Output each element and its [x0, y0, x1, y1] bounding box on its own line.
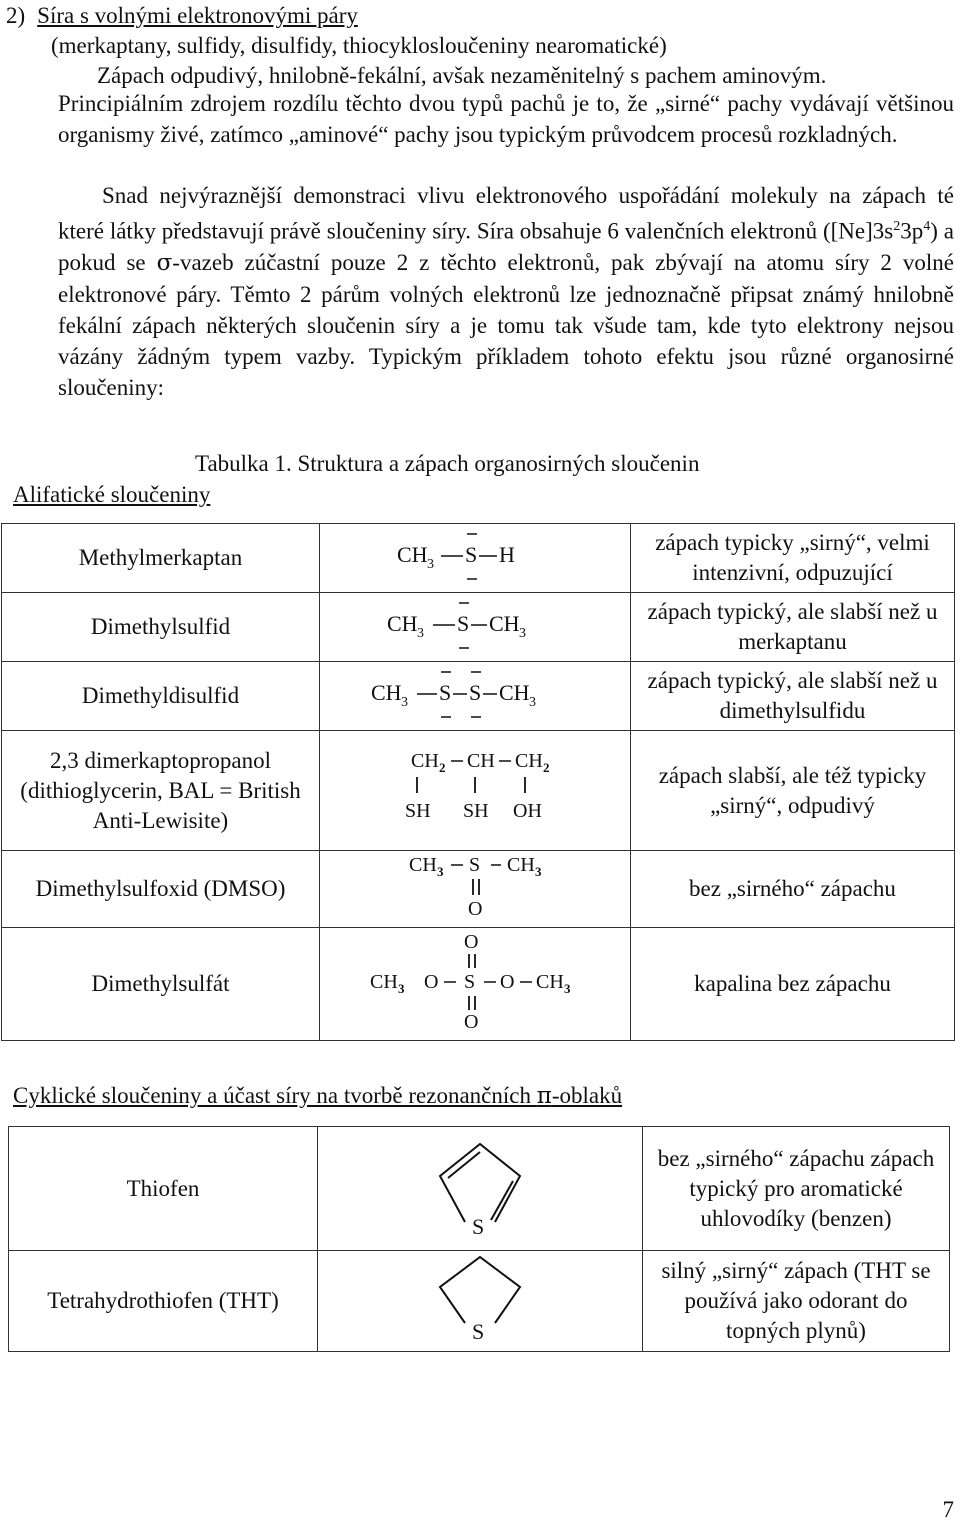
- thiophene-ring: [420, 1130, 540, 1240]
- superscript: 2: [893, 219, 901, 234]
- svg-text:O: O: [468, 898, 483, 919]
- svg-text:CH: CH: [371, 680, 402, 705]
- svg-text:CH: CH: [507, 854, 535, 876]
- svg-text:H: H: [499, 542, 515, 567]
- svg-text:O: O: [464, 1011, 479, 1032]
- svg-text:3: 3: [529, 695, 536, 710]
- svg-text:CH: CH: [370, 971, 398, 993]
- svg-text:2: 2: [439, 759, 446, 775]
- compound-name: Dimethylsulfid: [2, 593, 320, 662]
- dimethyldisulfid-structure: [365, 662, 585, 722]
- table-row: [9, 1251, 950, 1352]
- svg-text:S: S: [457, 611, 470, 636]
- pi-symbol: π: [536, 1083, 552, 1109]
- structure-formula: [320, 928, 631, 1041]
- svg-text:O: O: [500, 971, 515, 993]
- paragraph-1: Principiálním zdrojem rozdílu těchto dvou typů pachů je to, že „sirné“ pachy vydávají většinou organismy živé, zatímco „aminové“ pachy jsou typickým průvodcem procesů rozkladných.: [58, 91, 954, 147]
- table-row: [2, 928, 955, 1041]
- odor-description: zápach typický, ale slabší než u merkaptanu: [631, 593, 955, 662]
- structure-formula: [320, 524, 631, 593]
- dimethylsulfat-structure: [360, 928, 590, 1032]
- svg-text:CH: CH: [467, 749, 495, 772]
- paragraph-2: [58, 180, 954, 403]
- compound-name: Thiofen: [9, 1127, 318, 1251]
- svg-text:S: S: [472, 1213, 485, 1239]
- table-row: [9, 1127, 950, 1251]
- dimethylsulfid-structure: [375, 593, 575, 653]
- compound-name: Tetrahydrothiofen (THT): [9, 1251, 318, 1352]
- section-label-aliphatic: Alifatické sloučeniny: [13, 482, 211, 507]
- aliphatic-table: [1, 523, 955, 1041]
- svg-text:CH: CH: [387, 611, 418, 636]
- section-heading: [6, 2, 358, 30]
- structure-formula: [318, 1127, 643, 1251]
- odor-description: zápach slabší, ale též typicky „sirný“, odpudivý: [631, 731, 955, 851]
- svg-text:3: 3: [417, 626, 424, 641]
- structure-formula: [320, 851, 631, 928]
- compound-name: Dimethylsulfoxid (DMSO): [2, 851, 320, 928]
- odor-description: kapalina bez zápachu: [631, 928, 955, 1041]
- svg-text:OH: OH: [513, 799, 542, 822]
- svg-text:S: S: [439, 680, 452, 705]
- svg-text:SH: SH: [463, 799, 489, 822]
- svg-text:3: 3: [427, 557, 434, 572]
- svg-text:3: 3: [535, 864, 542, 879]
- structure-formula: [320, 593, 631, 662]
- table-row: [2, 593, 955, 662]
- paragraph-2-part-b: 3p: [900, 218, 924, 244]
- dmso-structure: [375, 851, 575, 919]
- compound-name: Dimethyldisulfid: [2, 662, 320, 731]
- svg-text:3: 3: [398, 981, 405, 996]
- table-row: [2, 851, 955, 928]
- svg-text:CH: CH: [536, 971, 564, 993]
- section-label-cyclic: [13, 1082, 622, 1110]
- svg-text:S: S: [472, 1319, 485, 1343]
- odor-description: silný „sirný“ zápach (THT se používá jako odorant do topných plynů): [643, 1251, 950, 1352]
- svg-text:O: O: [464, 931, 479, 953]
- svg-text:CH: CH: [409, 854, 437, 876]
- odor-description: bez „sirného“ zápachu zápach typický pro aromatické uhlovodíky (benzen): [643, 1127, 950, 1251]
- paragraph-2-part-a: Snad nejvýraznější demonstraci vlivu elektronového uspořádání molekuly na zápach té které látky představují právě sloučeniny síry. Síra obsahuje 6 valenčních elektronů ([Ne]3s: [58, 183, 954, 244]
- svg-text:S: S: [464, 971, 476, 993]
- sigma-symbol: σ: [156, 249, 173, 276]
- svg-text:O: O: [424, 971, 439, 993]
- section-label-cyclic-b: -oblaků: [551, 1083, 623, 1108]
- table-row: [2, 731, 955, 851]
- svg-text:2: 2: [543, 759, 550, 775]
- svg-text:CH: CH: [499, 680, 530, 705]
- svg-text:CH: CH: [411, 749, 439, 772]
- table-row: [2, 524, 955, 593]
- superscript: 4: [923, 219, 931, 234]
- tetrahydrothiophene-ring: [420, 1251, 540, 1343]
- page-number: 7: [942, 1497, 954, 1522]
- methylmerkaptan-structure: [375, 524, 575, 584]
- paragraph-2-part-d: -vazeb zúčastní pouze 2 z těchto elektronů, pak zbývají na atomu síry 2 volné elektronové páry. Těmto 2 párům volných elektronů lze jednoznačně připsat známý hnilobně fekální zápach některých sloučenin síry a je tomu tak všude tam, kde tyto elektrony nejsou vázány žádným typem vazby. Typickým příkladem tohoto efektu jsou různé organosirné sloučeniny:: [58, 249, 954, 400]
- table-caption: Tabulka 1. Struktura a zápach organosirných sloučenin: [195, 451, 700, 476]
- svg-text:3: 3: [564, 981, 571, 996]
- odor-description: bez „sirného“ zápachu: [631, 851, 955, 928]
- structure-formula: [318, 1251, 643, 1352]
- svg-text:S: S: [469, 680, 482, 705]
- svg-text:S: S: [469, 854, 481, 876]
- compound-name: 2,3 dimerkaptopropanol (dithioglycerin, BAL = British Anti-Lewisite): [2, 731, 320, 851]
- svg-text:3: 3: [437, 864, 444, 879]
- structure-formula: [320, 662, 631, 731]
- svg-text:CH: CH: [515, 749, 543, 772]
- section-title: Síra s volnými elektronovými páry: [37, 3, 358, 28]
- dithioglycerin-structure: [375, 745, 575, 829]
- paragraph-2-part-c: ) a pokud se: [58, 218, 954, 275]
- compound-name: Dimethylsulfát: [2, 928, 320, 1041]
- paragraph-intro: Zápach odpudivý, hnilobně-fekální, avšak nezaměnitelný s pachem aminovým.: [97, 63, 827, 88]
- table-row: [2, 662, 955, 731]
- odor-description: zápach typický, ale slabší než u dimethylsulfidu: [631, 662, 955, 731]
- svg-text:CH: CH: [397, 542, 428, 567]
- svg-text:3: 3: [401, 695, 408, 710]
- cyclic-table: [8, 1126, 950, 1352]
- svg-text:CH: CH: [489, 611, 520, 636]
- svg-text:S: S: [465, 542, 478, 567]
- section-number: 2): [6, 3, 26, 28]
- odor-description: zápach typicky „sirný“, velmi intenzivní, odpuzující: [631, 524, 955, 593]
- compound-name: Methylmerkaptan: [2, 524, 320, 593]
- section-subtitle: (merkaptany, sulfidy, disulfidy, thiocyklosloučeniny nearomatické): [51, 33, 667, 58]
- section-label-cyclic-a: Cyklické sloučeniny a účast síry na tvorbě rezonančních: [13, 1083, 537, 1108]
- svg-text:3: 3: [519, 626, 526, 641]
- svg-text:SH: SH: [405, 799, 431, 822]
- structure-formula: [320, 731, 631, 851]
